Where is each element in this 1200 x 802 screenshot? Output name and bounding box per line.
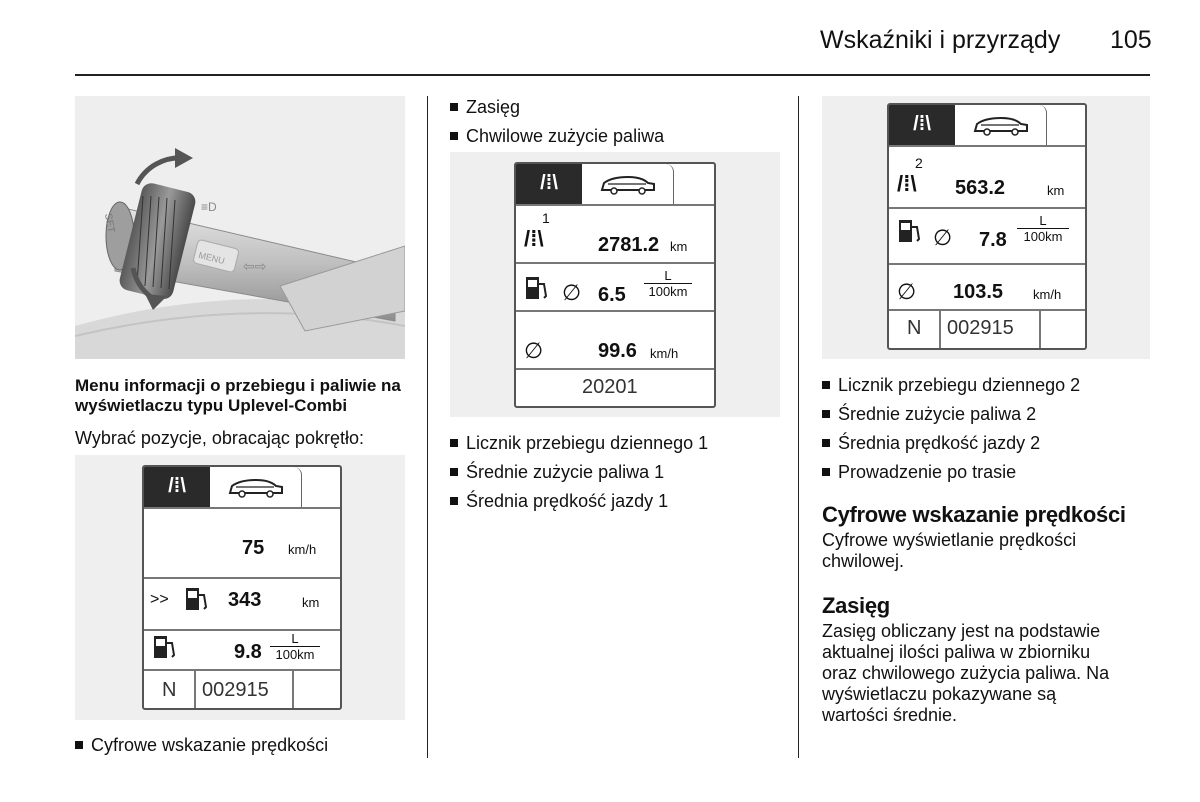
row-divider — [516, 204, 714, 206]
car-icon — [582, 164, 674, 204]
road-icon: /⁞\ — [516, 164, 582, 204]
row-divider — [516, 368, 714, 370]
speed-unit: km/h — [288, 542, 317, 557]
road-icon: /⁞\ — [144, 467, 210, 507]
section-body-line: oraz chwilowego zużycia paliwa. Na — [822, 663, 1110, 683]
row-divider — [516, 262, 714, 264]
trip-unit: km — [670, 239, 688, 254]
trip-value: 2781.2 — [598, 234, 660, 256]
gear-indicator: N — [162, 679, 177, 701]
fuel-pump-icon — [184, 585, 210, 618]
bullet-item — [822, 432, 1040, 454]
gear-indicator: N — [907, 317, 922, 339]
bullet-text: Zasięg — [466, 97, 521, 117]
section-body-line: aktualnej ilości paliwa w zbiorniku — [822, 642, 1091, 662]
fuel-pump-icon — [897, 217, 923, 250]
trip-index: 2 — [915, 155, 923, 171]
bullet-text: Średnie zużycie paliwa 1 — [466, 462, 665, 482]
speed-value: 75 — [242, 537, 265, 559]
trip-value: 563.2 — [955, 177, 1006, 199]
bullet-item — [822, 461, 1016, 483]
range-unit: km — [302, 595, 320, 610]
bullet-text: Średnia prędkość jazdy 2 — [838, 433, 1041, 453]
average-icon: ∅ — [897, 279, 917, 304]
consumption-value: 6.5 — [598, 284, 626, 306]
bullet-text: Licznik przebiegu dziennego 1 — [466, 433, 709, 453]
bullet-item — [75, 734, 328, 756]
bullet-item — [450, 125, 664, 147]
row-divider — [889, 263, 1085, 265]
average-speed-value: 103.5 — [953, 281, 1004, 303]
row-divider — [889, 309, 1085, 311]
bullet-text: Cyfrowe wskazanie prędkości — [91, 735, 329, 755]
row-divider — [889, 145, 1085, 147]
range-value: 343 — [228, 589, 262, 611]
bullet-text: Średnia prędkość jazdy 1 — [466, 491, 669, 511]
cell-divider — [194, 669, 196, 710]
uplevel-display-speed — [142, 465, 342, 710]
svg-text:⇦⇨: ⇦⇨ — [243, 258, 267, 274]
odometer: 002915 — [947, 317, 1014, 339]
consumption-unit-top: L — [644, 268, 692, 284]
fuel-pump-icon — [152, 633, 178, 666]
average-icon: ∅ — [933, 225, 953, 250]
average-speed-unit: km/h — [1033, 287, 1062, 302]
uplevel-display-trip1 — [514, 162, 716, 408]
road-icon: /⁞\ — [889, 105, 955, 145]
menu-caption: Menu informacji o przebiegu i paliwie na wyświetlaczu typu Uplevel-Combi — [75, 376, 401, 415]
row-divider — [144, 577, 340, 579]
trip-unit: km — [1047, 183, 1065, 198]
bullet-item — [822, 374, 1080, 396]
bullet-text: Prowadzenie po trasie — [838, 462, 1017, 482]
set-label: SET — [102, 212, 117, 234]
bullet-text: Średnie zużycie paliwa 2 — [838, 404, 1037, 424]
header-rule — [75, 74, 1150, 76]
bullet-item — [450, 432, 708, 454]
bullet-item — [822, 403, 1036, 425]
stalk-photo — [75, 96, 405, 359]
page-number: 105 — [1110, 26, 1152, 54]
svg-text:≡D: ≡D — [201, 200, 217, 214]
bullet-item — [450, 96, 520, 118]
section-body-line: Cyfrowe wyświetlanie prędkości — [822, 530, 1077, 550]
row-divider — [889, 207, 1085, 209]
section-body-line: wartości średnie. — [822, 705, 958, 725]
consumption-unit — [1017, 213, 1069, 244]
road-icon: /⁞\ — [524, 226, 544, 251]
consumption-unit-bottom: 100km — [1023, 229, 1063, 244]
section-heading: Zasięg — [822, 593, 890, 618]
column-divider — [798, 96, 799, 758]
odometer: 20201 — [582, 376, 638, 398]
bullet-text: Licznik przebiegu dziennego 2 — [838, 375, 1081, 395]
section-body-line: Zasięg obliczany jest na podstawie — [822, 621, 1101, 641]
consumption-unit-bottom: 100km — [648, 284, 688, 299]
car-icon — [210, 467, 302, 507]
menu-label: MENU — [197, 249, 226, 267]
instruction-text: Wybrać pozycje, obracając pokrętło: — [75, 428, 364, 448]
average-icon: ∅ — [524, 338, 544, 363]
cell-divider — [939, 309, 941, 350]
average-icon: ∅ — [562, 280, 582, 305]
cell-divider — [292, 669, 294, 710]
uplevel-display-trip2 — [887, 103, 1087, 350]
section-heading: Cyfrowe wskazanie prędkości — [822, 502, 1126, 527]
fuel-pump-icon — [524, 274, 550, 307]
row-divider — [516, 310, 714, 312]
consumption-value: 7.8 — [979, 229, 1007, 251]
row-divider — [144, 669, 340, 671]
bullet-item — [450, 490, 668, 512]
consumption-unit-bottom: 100km — [275, 647, 315, 662]
consumption-unit-top: L — [1017, 213, 1069, 229]
column-divider — [427, 96, 428, 758]
bullet-item — [450, 461, 664, 483]
trip-index: 1 — [542, 210, 550, 226]
average-speed-unit: km/h — [650, 346, 679, 361]
range-arrows: >> — [150, 591, 169, 608]
section-body-line: wyświetlaczu pokazywane są — [822, 684, 1057, 704]
car-icon — [955, 105, 1047, 145]
cell-divider — [1039, 309, 1041, 350]
consumption-unit — [644, 268, 692, 299]
road-icon: /⁞\ — [897, 171, 917, 196]
page-header-title: Wskaźniki i przyrządy — [820, 26, 1061, 54]
consumption-unit-top: L — [270, 631, 320, 647]
consumption-unit — [270, 631, 320, 662]
consumption-value: 9.8 — [234, 641, 262, 663]
row-divider — [144, 507, 340, 509]
bullet-text: Chwilowe zużycie paliwa — [466, 126, 665, 146]
section-body-line: chwilowej. — [822, 551, 905, 571]
average-speed-value: 99.6 — [598, 340, 637, 362]
odometer: 002915 — [202, 679, 269, 701]
